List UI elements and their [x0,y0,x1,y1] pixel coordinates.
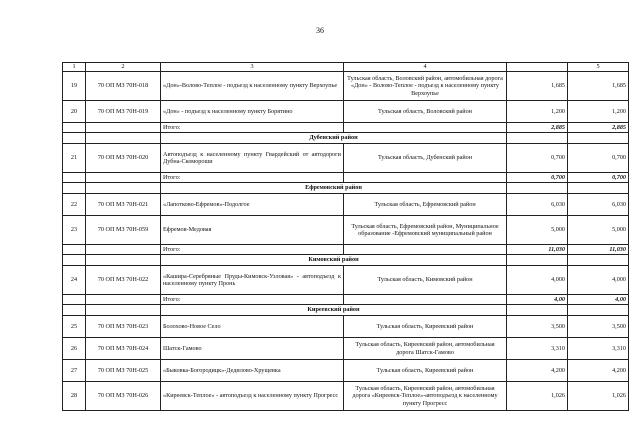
district-section-row [63,255,629,266]
header-cell: 2 [86,63,161,72]
table-row [63,382,629,411]
road-length: 0,700 [507,144,568,173]
empty-cell [63,183,86,194]
road-code: 70 ОП МЗ 70Н-025 [86,360,161,382]
empty-cell [568,255,629,266]
empty-cell [63,255,86,266]
road-length: 1,685 [507,72,568,101]
road-length-total: 1,200 [568,101,629,123]
road-name: «Лапотково-Ефремов»-Подолгое [161,194,344,216]
empty-cell [507,183,568,194]
road-name: «Быковка-Богородицк»-Дедилово-Хрущевка [161,360,344,382]
road-length-total: 3,310 [568,338,629,360]
empty-cell [568,183,629,194]
district-section-row [63,133,629,144]
table-row [63,194,629,216]
road-length: 1,200 [507,101,568,123]
road-length: 4,200 [507,360,568,382]
road-name: «Киреевск-Теплое» - автоподъезд к населенному пункту Прогресс [161,382,344,411]
empty-cell [86,295,161,305]
empty-cell [507,305,568,316]
table-row [63,216,629,245]
district-section-row [63,183,629,194]
road-location: Тульская область, Ефремовский район [344,194,507,216]
subtotal-row [63,173,629,183]
road-name: Ефремов-Медовая [161,216,344,245]
subtotal-label: Итого: [161,123,344,133]
table-row [63,72,629,101]
empty-cell [63,173,86,183]
road-length: 5,000 [507,216,568,245]
empty-cell [63,305,86,316]
road-name: «Дон»-Волово-Теплое - подъезд к населенному пункту Верхоупье [161,72,344,101]
row-number: 20 [63,101,86,123]
empty-cell [344,173,507,183]
road-name: Автоподъезд к населенному пункту Гвардейский от автодороги Дубна-Скомороши [161,144,344,173]
road-location: Тульская область, Воловский район, автомобильная дорога «Дон» - Волово-Теплое - подъезд к населенному пункту Верхоупье [344,72,507,101]
road-name: «Дон» - подъезд к населенному пункту Борятино [161,101,344,123]
roads-table [62,62,629,411]
subtotal-length: 4,00 [507,295,568,305]
row-number: 21 [63,144,86,173]
road-name: Болохово-Новое Село [161,316,344,338]
subtotal-label: Итого: [161,295,344,305]
road-length-total: 1,026 [568,382,629,411]
table-row [63,360,629,382]
road-length-total: 0,700 [568,144,629,173]
subtotal-length: 2,885 [507,123,568,133]
road-code: 70 ОП МЗ 70Н-023 [86,316,161,338]
district-name: Ефремовский район [161,183,507,194]
empty-cell [63,133,86,144]
header-cell: 3 [161,63,344,72]
empty-cell [568,133,629,144]
row-number: 27 [63,360,86,382]
road-code: 70 ОП МЗ 70Н-059 [86,216,161,245]
road-name: «Кашира-Серебряные Пруды-Кимовск-Узловая» - автоподъезд к населенному пункту Пронь [161,266,344,295]
header-cell [507,63,568,72]
empty-cell [344,245,507,255]
row-number: 24 [63,266,86,295]
subtotal-row [63,123,629,133]
empty-cell [86,183,161,194]
table-row [63,144,629,173]
table-row [63,266,629,295]
road-length: 4,000 [507,266,568,295]
row-number: 26 [63,338,86,360]
empty-cell [86,123,161,133]
road-code: 70 ОП МЗ 70Н-026 [86,382,161,411]
empty-cell [86,255,161,266]
subtotal-total: 0,700 [568,173,629,183]
empty-cell [86,133,161,144]
road-length: 3,310 [507,338,568,360]
table-header-row [63,63,629,72]
subtotal-label: Итого: [161,173,344,183]
empty-cell [568,305,629,316]
district-name: Дубенский район [161,133,507,144]
road-length: 1,026 [507,382,568,411]
road-code: 70 ОП МЗ 70Н-024 [86,338,161,360]
road-length-total: 1,685 [568,72,629,101]
empty-cell [63,295,86,305]
road-location: Тульская область, Ефремовский район, Муниципальное образование -Ефремовский муниципальный район [344,216,507,245]
district-name: Кимовский район [161,255,507,266]
empty-cell [63,123,86,133]
subtotal-length: 0,700 [507,173,568,183]
road-code: 70 ОП МЗ 70Н-021 [86,194,161,216]
row-number: 23 [63,216,86,245]
table-row [63,316,629,338]
subtotal-row [63,245,629,255]
subtotal-label: Итого: [161,245,344,255]
row-number: 28 [63,382,86,411]
empty-cell [86,245,161,255]
road-length-total: 3,500 [568,316,629,338]
road-location: Тульская область, Кимовский район [344,266,507,295]
subtotal-row [63,295,629,305]
road-length-total: 5,000 [568,216,629,245]
table-row [63,338,629,360]
empty-cell [63,245,86,255]
header-cell: 4 [344,63,507,72]
empty-cell [344,295,507,305]
road-code: 70 ОП МЗ 70Н-020 [86,144,161,173]
row-number: 22 [63,194,86,216]
road-location: Тульская область, Киреевский район, автомобильная дорога «Киреевск-Теплое»-автоподъезд к населенному пункту Прогресс [344,382,507,411]
empty-cell [507,255,568,266]
subtotal-length: 11,030 [507,245,568,255]
road-length-total: 6,030 [568,194,629,216]
table-row [63,101,629,123]
district-name: Киреевский район [161,305,507,316]
road-location: Тульская область, Киреевский район [344,316,507,338]
road-length-total: 4,200 [568,360,629,382]
district-section-row [63,305,629,316]
road-length: 3,500 [507,316,568,338]
empty-cell [86,305,161,316]
road-length-total: 4,000 [568,266,629,295]
road-code: 70 ОП МЗ 70Н-019 [86,101,161,123]
empty-cell [86,173,161,183]
road-location: Тульская область, Киреевский район [344,360,507,382]
header-cell: 5 [568,63,629,72]
subtotal-total: 2,885 [568,123,629,133]
road-length: 6,030 [507,194,568,216]
subtotal-total: 4,00 [568,295,629,305]
road-location: Тульская область, Киреевский район, автомобильная дорога Шатск-Гамово [344,338,507,360]
empty-cell [344,123,507,133]
row-number: 25 [63,316,86,338]
road-code: 70 ОП МЗ 70Н-018 [86,72,161,101]
road-name: Шатск-Гамово [161,338,344,360]
road-location: Тульская область, Дубенский район [344,144,507,173]
page-number: 36 [316,26,324,35]
road-location: Тульская область, Воловский район [344,101,507,123]
subtotal-total: 11,030 [568,245,629,255]
road-code: 70 ОП МЗ 70Н-022 [86,266,161,295]
header-cell: 1 [63,63,86,72]
row-number: 19 [63,72,86,101]
empty-cell [507,133,568,144]
